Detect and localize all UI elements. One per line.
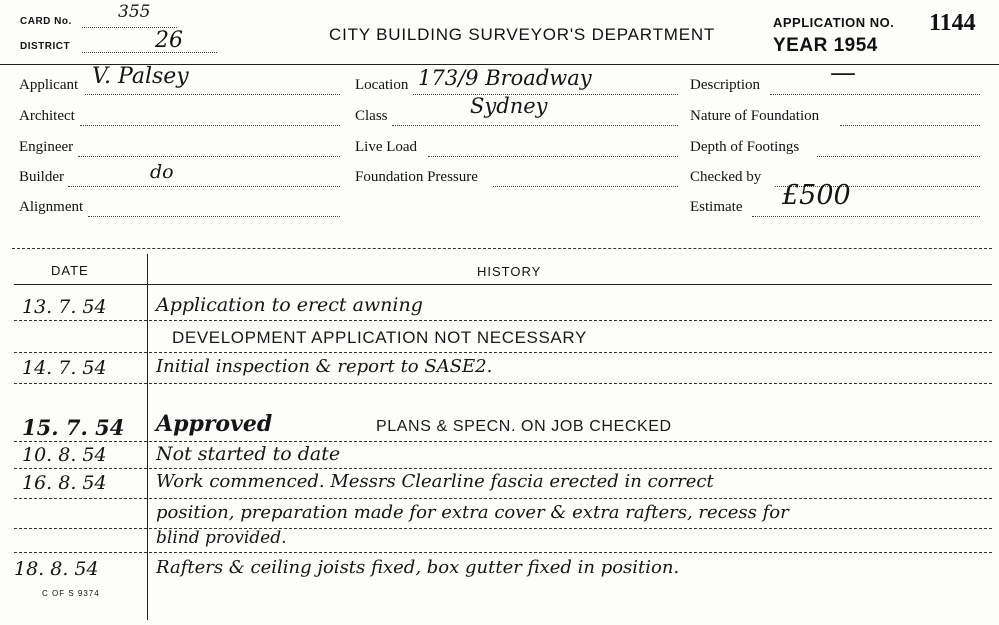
estimate-line [752, 216, 980, 217]
history-column-header: HISTORY [477, 264, 542, 279]
row-rule [14, 352, 992, 353]
engineer-line [78, 156, 340, 157]
entry-text: Initial inspection & report to SASE2. [156, 356, 493, 377]
entry-date: 10. 8. 54 [22, 444, 107, 466]
card-number-value: 355 [118, 2, 151, 22]
checked-by-label: Checked by [690, 169, 762, 185]
applicant-value: V. Palsey [92, 64, 189, 89]
depth-of-footings-line [817, 156, 980, 157]
entry-text: Not started to date [156, 443, 341, 465]
row-rule [14, 498, 992, 499]
row-rule [14, 441, 992, 442]
foundation-pressure-label: Foundation Pressure [355, 169, 478, 185]
nature-of-foundation-label: Nature of Foundation [690, 108, 820, 124]
entry-date: 14. 7. 54 [22, 357, 107, 379]
row-rule [14, 552, 992, 553]
architect-line [80, 125, 340, 126]
class-line [392, 125, 678, 126]
year-label: YEAR 1954 [773, 35, 878, 56]
entry-date: 13. 7. 54 [22, 296, 107, 318]
row-rule [14, 320, 992, 321]
applicant-line [85, 94, 340, 95]
table-header-rule [14, 284, 992, 285]
applicant-label: Applicant [19, 77, 79, 93]
stamp-text: DEVELOPMENT APPLICATION NOT NECESSARY [172, 328, 587, 347]
alignment-line [88, 216, 340, 217]
depth-of-footings-label: Depth of Footings [690, 139, 800, 155]
application-label: APPLICATION NO. [773, 15, 895, 30]
class-value: Sydney [470, 94, 548, 118]
description-line [770, 94, 980, 95]
row-rule [14, 383, 992, 384]
description-label: Description [690, 77, 760, 93]
builder-value: do [150, 161, 174, 183]
entry-date: 15. 7. 54 [22, 415, 125, 440]
entry-text: Work commenced. Messrs Clearline fascia erected in correct [156, 471, 714, 492]
card-number-label: CARD No. [20, 16, 72, 27]
estimate-value: £500 [782, 180, 851, 211]
form-code: C OF S 9374 [42, 589, 100, 598]
location-value: 173/9 Broadway [418, 66, 592, 90]
alignment-label: Alignment [19, 199, 84, 215]
stamp-text: PLANS & SPECN. ON JOB CHECKED [376, 418, 672, 435]
entry-text: Approved [156, 411, 273, 437]
district-line [82, 52, 217, 53]
fields-divider [12, 248, 992, 249]
district-label: DISTRICT [20, 41, 71, 52]
location-label: Location [355, 77, 409, 93]
entry-date: 18. 8. 54 [14, 558, 99, 580]
entry-text: Application to erect awning [156, 294, 423, 316]
entry-text: Rafters & ceiling joists fixed, box gutter fixed in position. [156, 557, 680, 578]
entry-text: position, preparation made for extra cover & extra rafters, recess for [156, 502, 789, 523]
district-value: 26 [155, 28, 183, 53]
live-load-label: Live Load [355, 139, 418, 155]
architect-label: Architect [19, 108, 75, 124]
entry-date: 16. 8. 54 [22, 472, 107, 494]
class-label: Class [355, 108, 388, 124]
estimate-label: Estimate [690, 199, 743, 215]
nature-of-foundation-line [840, 125, 980, 126]
foundation-pressure-line [493, 186, 678, 187]
engineer-label: Engineer [19, 139, 74, 155]
department-title: CITY BUILDING SURVEYOR'S DEPARTMENT [329, 25, 716, 44]
application-number: 1144 [929, 10, 976, 36]
description-value: — [830, 58, 856, 88]
builder-label: Builder [19, 169, 64, 185]
date-column-header: DATE [51, 263, 89, 278]
entry-text: blind provided. [156, 528, 287, 548]
live-load-line [428, 156, 678, 157]
row-rule [14, 468, 992, 469]
column-divider [147, 254, 148, 620]
builder-line [68, 186, 340, 187]
